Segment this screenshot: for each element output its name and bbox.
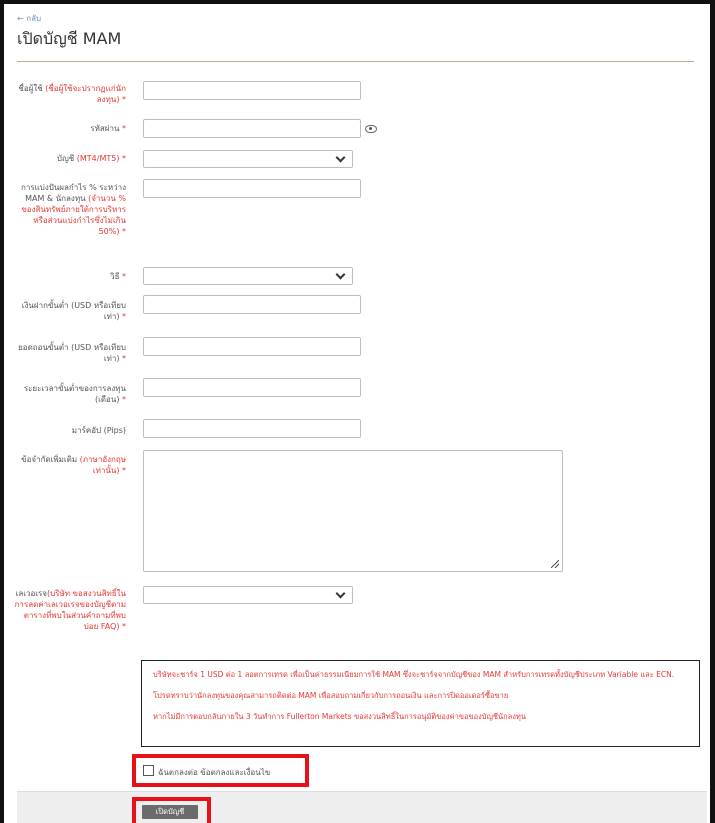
password-input[interactable] xyxy=(143,119,361,138)
min-period-input[interactable] xyxy=(143,378,361,397)
markup-input[interactable] xyxy=(143,419,361,438)
account-label: บัญชี (MT4/MT5) * xyxy=(56,154,126,163)
min-deposit-label: เงินฝากขั้นต่ำ (USD หรือเทียบเท่า) * xyxy=(21,301,126,321)
resize-handle-icon[interactable] xyxy=(551,560,559,568)
markup-label: มาร์คอัป (Pips) xyxy=(71,426,126,435)
username-input[interactable] xyxy=(143,81,361,100)
account-select[interactable] xyxy=(143,150,353,168)
min-deposit-input[interactable] xyxy=(143,295,361,314)
type-select[interactable] xyxy=(143,267,353,285)
min-withdraw-input[interactable] xyxy=(143,337,361,356)
agree-label[interactable]: ฉันตกลงต่อ ข้อตกลงและเงื่อนไข xyxy=(158,768,271,777)
page xyxy=(4,4,710,823)
form-footer xyxy=(17,791,707,823)
extra-conditions-textarea[interactable] xyxy=(143,450,563,572)
page-title: เปิดบัญชี MAM xyxy=(17,29,122,48)
agree-checkbox[interactable] xyxy=(143,765,154,776)
open-account-button[interactable]: เปิดบัญชี xyxy=(142,805,198,819)
password-label: รหัสผ่าน * xyxy=(90,124,126,133)
notice-line-contact: โปรดทราบว่านักลงทุนของคุณสามารถติดต่อ MAM เพื่อสอบถามเกี่ยวกับการถอนเงิน และการปิดออเดอร์ซื้อขาย xyxy=(153,691,509,700)
back-link[interactable]: ← กลับ xyxy=(17,14,42,23)
type-label: วิธี * xyxy=(110,272,126,281)
notice-line-fee: บริษัทจะชาร์จ 1 USD ต่อ 1 ลอตการเทรด เพื่อเป็นค่าธรรมเนียมการใช้ MAM ซึ่งจะชาร์จจากบัญชีของ MAM สำหรับการเทรดทั้งบัญชีประเภท Variable และ ECN. xyxy=(153,670,675,679)
chevron-down-icon xyxy=(336,270,346,280)
profit-share-input[interactable] xyxy=(143,179,361,198)
title-divider xyxy=(17,61,694,62)
chevron-down-icon xyxy=(336,589,346,599)
chevron-down-icon xyxy=(336,153,346,163)
leverage-select[interactable] xyxy=(143,586,353,604)
min-withdraw-label: ยอดถอนขั้นต่ำ (USD หรือเทียบเท่า) * xyxy=(18,343,126,363)
min-period-label: ระยะเวลาขั้นต่ำของการลงทุน (เดือน) * xyxy=(23,384,126,404)
extra-conditions-label: ข้อจำกัดเพิ่มเติม (ภาษาอังกฤษเท่านั้น) * xyxy=(21,455,126,475)
username-label: ชื่อผู้ใช้ (ชื่อผู้ใช้จะปรากฏแก่นักลงทุน) * xyxy=(18,84,126,104)
profit-share-label: การแบ่งปันผลกำไร % ระหว่าง MAM & นักลงทุน (จำนวน % ของสินทรัพย์ภายใต้การบริหารหรือส่วนแบ่งกำไรซึ่งไม่เกิน 50%) * xyxy=(20,183,126,236)
notice-line-approval: หากไม่มีการตอบกลับภายใน 3 วันทำการ Fullerton Markets ขอสงวนสิทธิ์ในการอนุมัติของค่าขอของบัญชีนักลงทุน xyxy=(153,712,526,721)
fee-notice-box xyxy=(141,660,700,747)
eye-icon[interactable] xyxy=(365,125,377,133)
leverage-label: เลเวอเรจ(บริษัท ขอสงวนสิทธิ์ในการลดค่าเลเวอเรจของบัญชีตามตารางที่พบในส่วนคำถามที่พบบ่อย FAQ) * xyxy=(14,589,126,631)
